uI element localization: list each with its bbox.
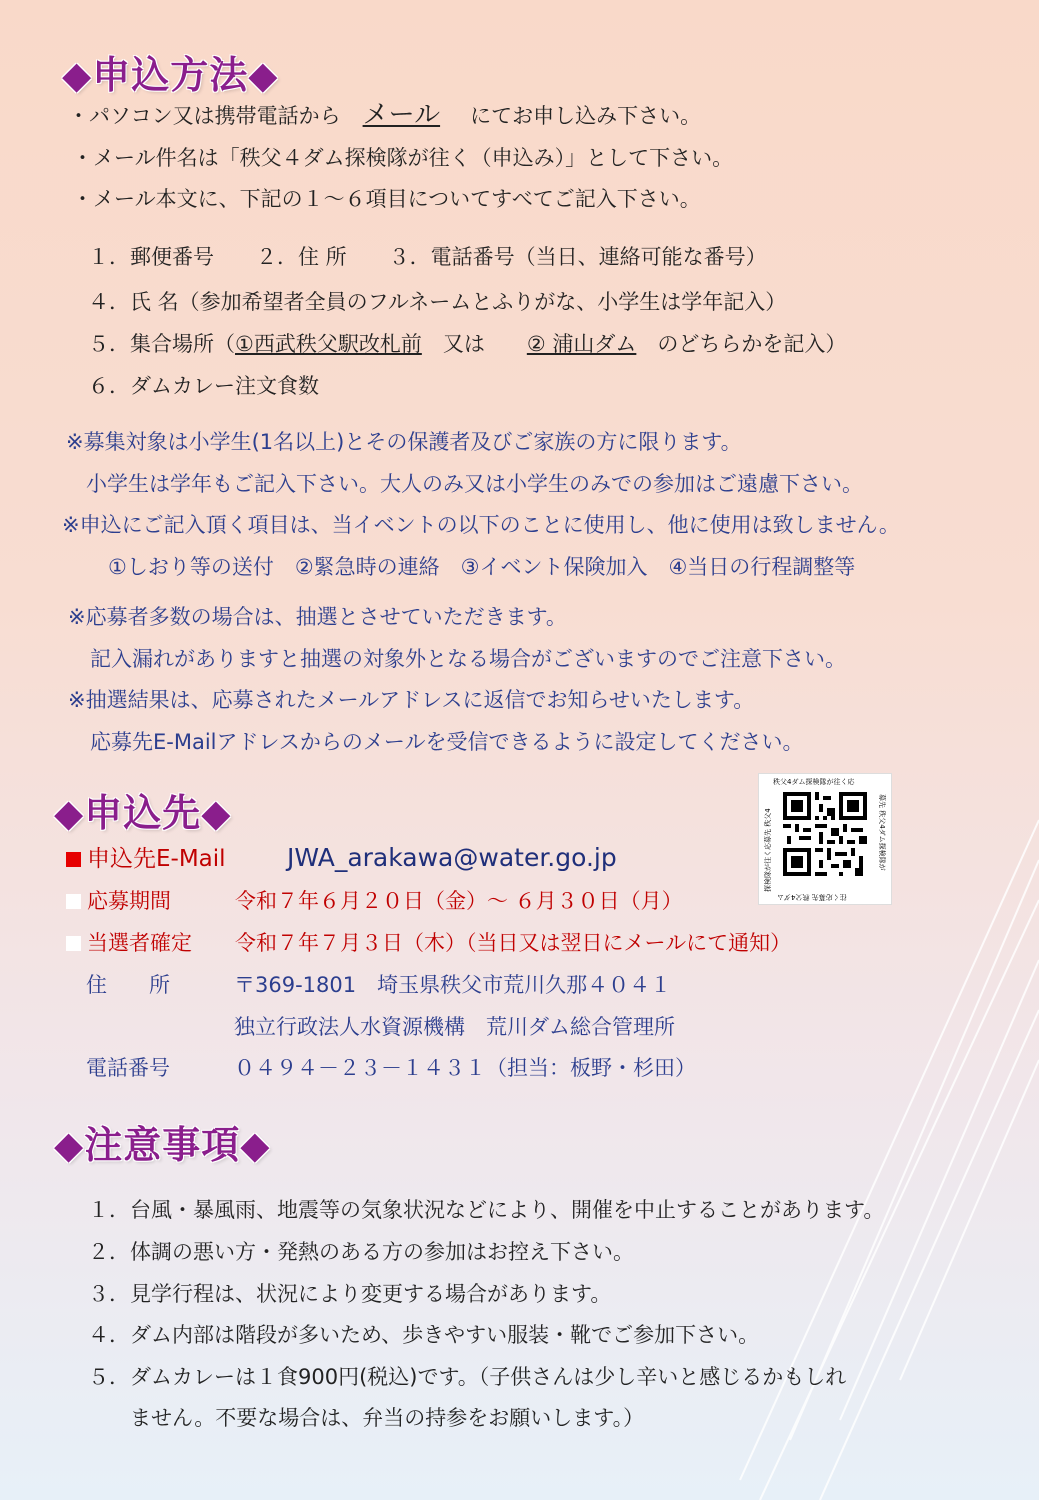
- caution-4: ４．ダム内部は階段が多いため、歩きやすい服装・靴でご参加下さい。: [88, 1323, 760, 1347]
- item-1-3: １．郵便番号 ２．住 所 ３．電話番号（当日、連絡可能な番号）: [88, 245, 767, 269]
- item-5: ５．集合場所（①西武秩父駅改札前 又は ② 浦山ダム のどちらかを記入）: [88, 332, 847, 356]
- caution-2: ２．体調の悪い方・発熱のある方の参加はお控え下さい。: [88, 1240, 634, 1264]
- mail-emphasis: メール: [362, 100, 441, 130]
- method-line-1: ・パソコン又は携帯電話から メール にてお申し込み下さい。: [68, 100, 702, 130]
- method-line-2: ・メール件名は「秩父４ダム探検隊が往く（申込み）」として下さい。: [72, 146, 734, 170]
- qr-text-bottom: 往く応募先 秩父4ダム: [777, 893, 847, 901]
- method-line-3: ・メール本文に、下記の１～６項目についてすべてご記入下さい。: [72, 187, 701, 211]
- caution-5a: ５．ダムカレーは１食900円(税込)です。（子供さんは少し辛いと感じるかもしれ: [88, 1365, 847, 1389]
- note-3b: 記入漏れがありますと抽選の対象外となる場合がございますのでご注意下さい。: [90, 647, 846, 671]
- note-2a: ※申込にご記入頂く項目は、当イベントの以下のことに使用し、他に使用は致しません。: [62, 513, 900, 537]
- qr-code[interactable]: [758, 773, 892, 905]
- qr-pattern: [783, 792, 867, 876]
- note-3a: ※応募者多数の場合は、抽選とさせていただきます。: [68, 605, 567, 629]
- note-4b: 応募先E-Mailアドレスからのメールを受信できるように設定してください。: [90, 730, 804, 754]
- caution-1: １．台風・暴風雨、地震等の気象状況などにより、開催を中止することがあります。: [88, 1198, 885, 1222]
- cautions-heading: ◆注意事項◆: [54, 1123, 271, 1167]
- white-square-bullet: [66, 894, 81, 909]
- note-1b: 小学生は学年もご記入下さい。大人のみ又は小学生のみでの参加はご遠慮下さい。: [86, 472, 863, 496]
- address-org: 独立行政法人水資源機構 荒川ダム総合管理所: [234, 1015, 675, 1039]
- confirm-row: 当選者確定 令和７年７月３日（木）（当日又は翌日にメールにて通知）: [66, 927, 791, 957]
- caution-3: ３．見学行程は、状況により変更する場合があります。: [88, 1282, 612, 1306]
- contact-heading: ◆申込先◆: [54, 791, 232, 835]
- period-row: 応募期間 令和７年６月２０日（金）～ ６月３０日（月）: [66, 885, 683, 915]
- qr-text-right: 募先 秩父4ダム探検隊が: [878, 794, 886, 871]
- method-heading: ◆申込方法◆: [62, 53, 279, 97]
- item-4: ４．氏 名（参加希望者全員のフルネームとふりがな、小学生は学年記入）: [88, 290, 787, 314]
- note-4a: ※抽選結果は、応募されたメールアドレスに返信でお知らせいたします。: [68, 688, 755, 712]
- qr-text-left: 探検隊が往く応募先 秩父4: [764, 808, 772, 892]
- caution-5b: ません。不要な場合は、弁当の持参をお願いします。）: [130, 1406, 645, 1430]
- email-row: 申込先E-Mail JWA_arakawa@water.go.jp: [66, 840, 617, 873]
- item-6: ６．ダムカレー注文食数: [88, 374, 319, 398]
- email-address[interactable]: JWA_arakawa@water.go.jp: [287, 843, 617, 872]
- red-square-bullet: [66, 852, 81, 867]
- note-1a: ※募集対象は小学生(1名以上)とその保護者及びご家族の方に限ります。: [66, 430, 742, 454]
- phone-row: 電話番号 ０４９４－２３－１４３１（担当：板野・杉田）: [86, 1056, 696, 1080]
- note-2b: ①しおり等の送付 ②緊急時の連絡 ③イベント保険加入 ④当日の行程調整等: [108, 555, 856, 579]
- white-square-bullet: [66, 936, 81, 951]
- address-row: 住 所 〒369-1801 埼玉県秩父市荒川久那４０４１: [86, 973, 672, 997]
- qr-text-top: 秩父4ダム探検隊が往く応: [773, 778, 855, 786]
